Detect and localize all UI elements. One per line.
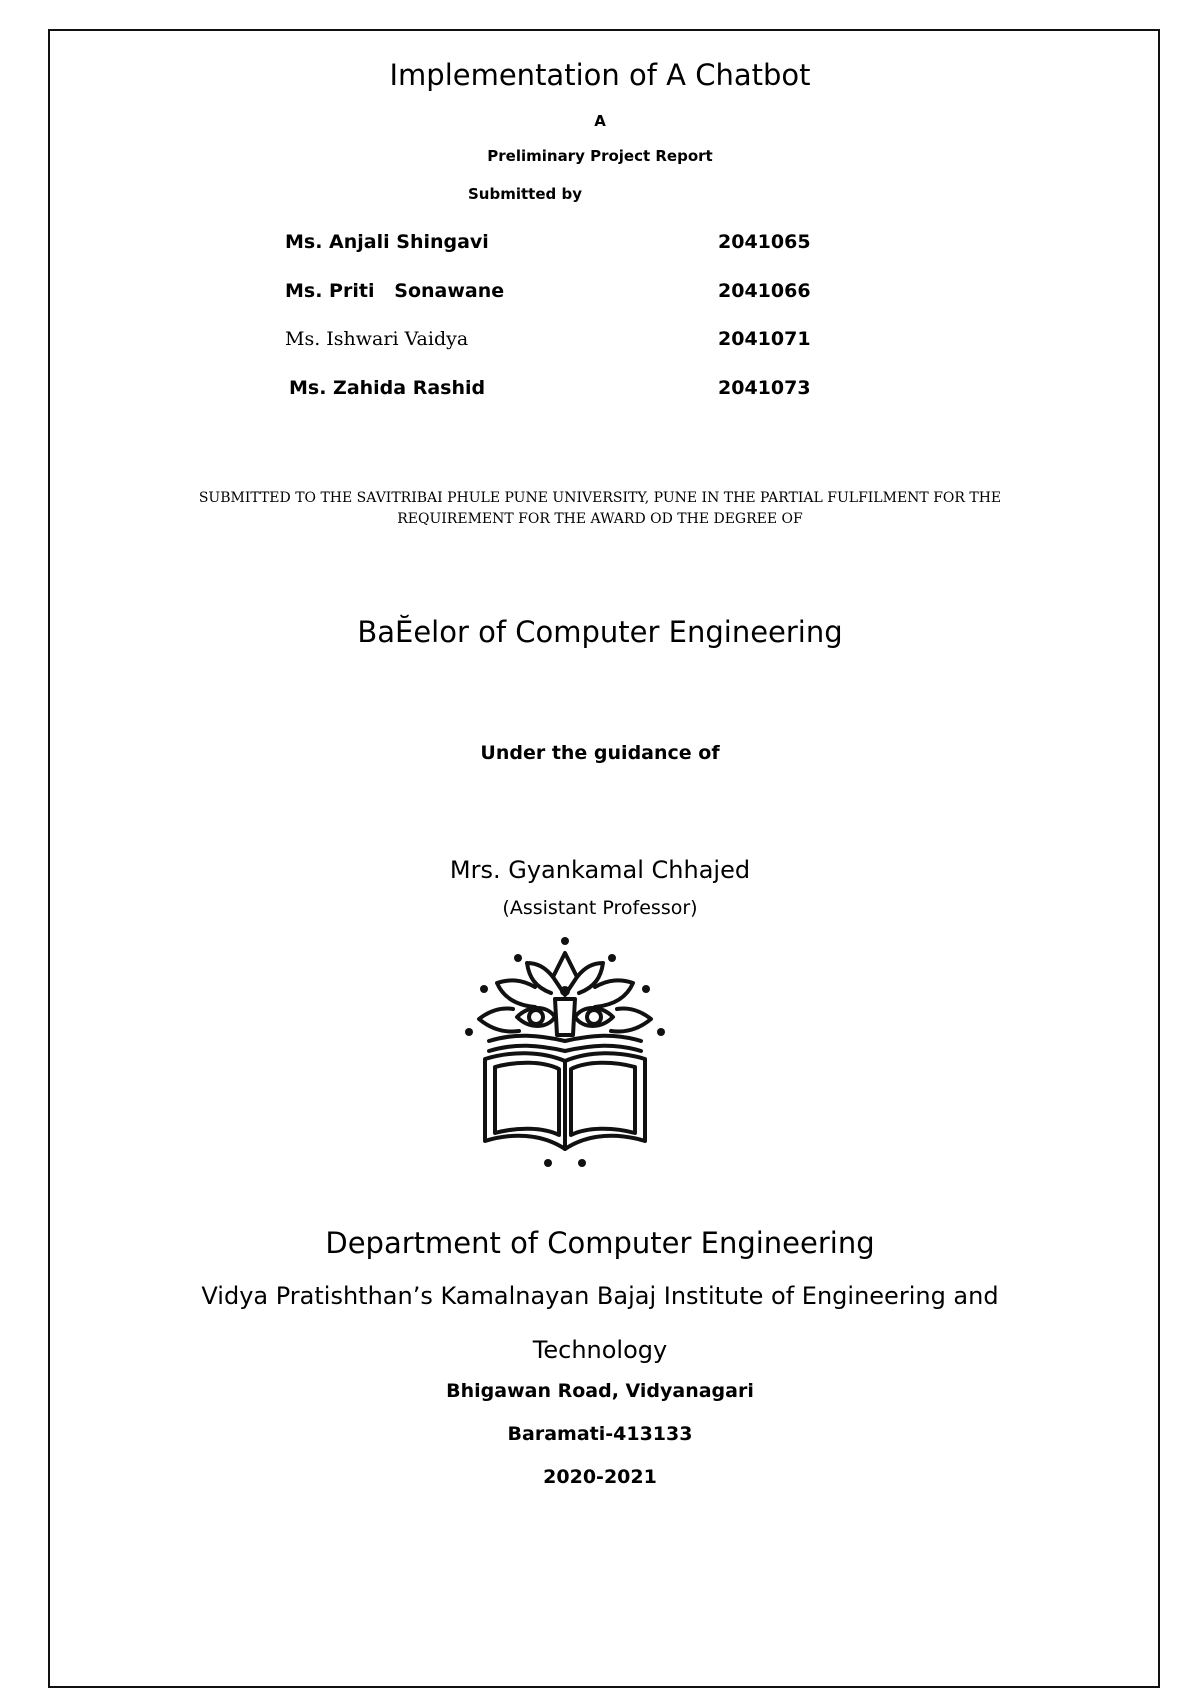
university-emblem-icon	[455, 935, 675, 1170]
student-name: Ms. Ishwari Vaidya	[285, 328, 469, 350]
guidance-label: Under the guidance of	[480, 742, 720, 764]
guide-name: Mrs. Gyankamal Chhajed	[449, 856, 751, 884]
student-id: 2041065	[718, 231, 811, 253]
department-name: Department of Computer Engineering	[325, 1226, 875, 1260]
student-name: Ms. Anjali Shingavi	[285, 231, 489, 253]
submitted-by-label: Submitted by	[468, 185, 582, 203]
report-article: A	[594, 112, 606, 130]
degree-title: BaĔelor of Computer Engineering	[357, 615, 843, 649]
report-type: Preliminary Project Report	[487, 147, 713, 165]
student-name: Ms. Priti Sonawane	[285, 280, 505, 302]
student-name: Ms. Zahida Rashid	[289, 377, 486, 399]
guide-designation: (Assistant Professor)	[502, 897, 698, 919]
institution-name-line-1: Vidya Pratishthan’s Kamalnayan Bajaj Institute of Engineering and	[201, 1282, 999, 1310]
submission-line-2: REQUIREMENT FOR THE AWARD OD THE DEGREE OF	[397, 511, 803, 527]
academic-year: 2020-2021	[543, 1466, 657, 1488]
institution-name-line-2: Technology	[532, 1336, 668, 1364]
student-id: 2041066	[718, 280, 811, 302]
student-id: 2041073	[718, 377, 811, 399]
address-line-1: Bhigawan Road, Vidyanagari	[446, 1380, 754, 1402]
submission-line-1: SUBMITTED TO THE SAVITRIBAI PHULE PUNE UNIVERSITY, PUNE IN THE PARTIAL FULFILMENT FOR THE	[198, 490, 1002, 506]
report-title: Implementation of A Chatbot	[389, 58, 811, 92]
student-id: 2041071	[718, 328, 811, 350]
address-line-2: Baramati-413133	[507, 1423, 693, 1445]
